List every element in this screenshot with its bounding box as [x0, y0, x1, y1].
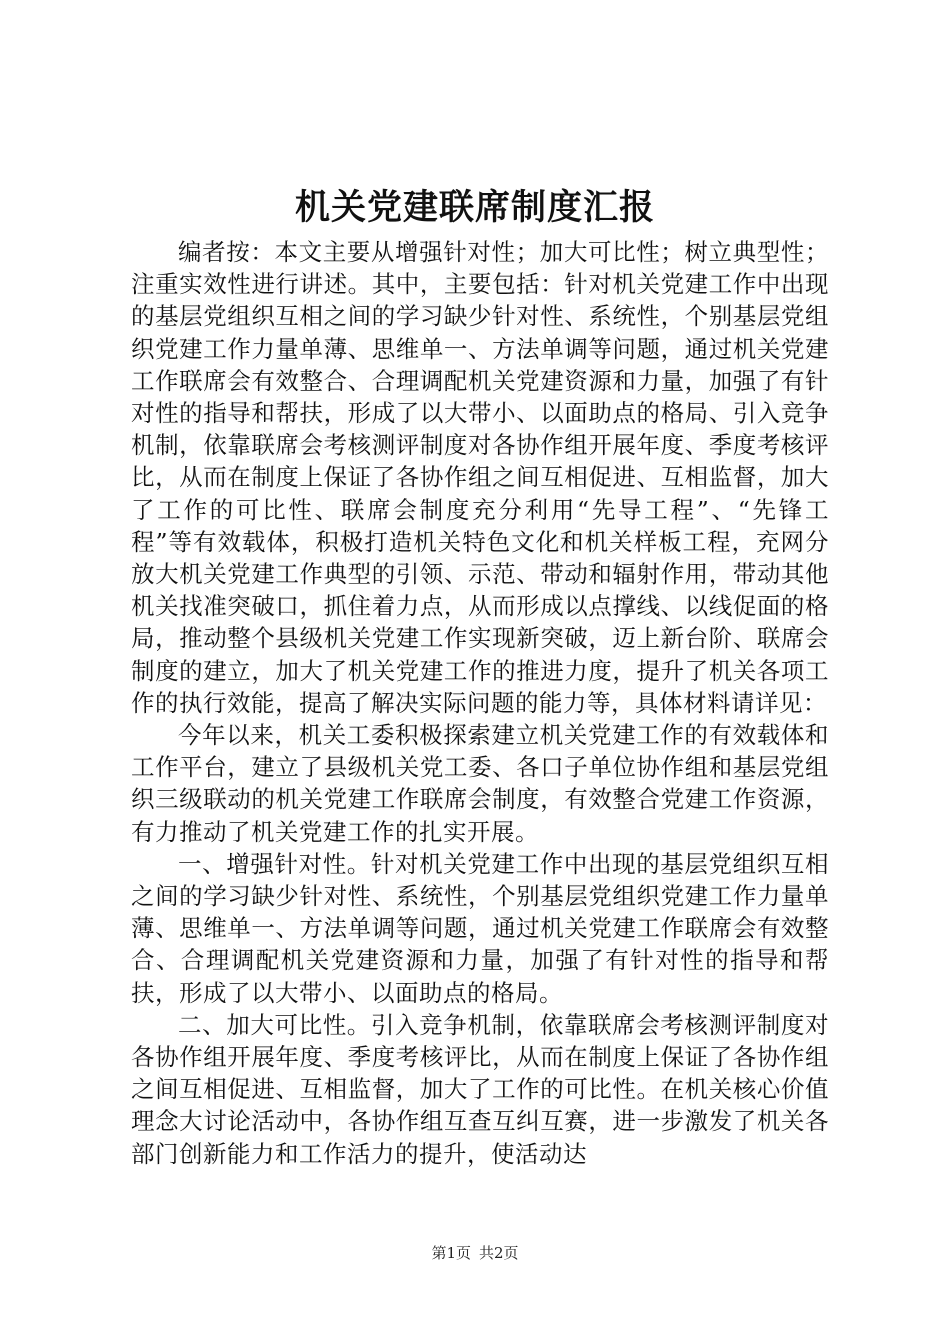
page-number: 第1页 — [431, 1244, 471, 1262]
document-body — [131, 236, 829, 1170]
intro-paragraph: 今年以来，机关工委积极探索建立机关党建工作的有效载体和工作平台，建立了县级机关党工委、各口子单位协作组和基层党组织三级联动的机关党建工作联席会制度，有效整合党建工作资源，有力推动了机关党建工作的扎实开展。 — [131, 721, 829, 846]
section-1-paragraph: 一、增强针对性。针对机关党建工作中出现的基层党组织互相之间的学习缺少针对性、系统性，个别基层党组织党建工作力量单薄、思维单一、方法单调等问题，通过机关党建工作联席会有效整合、合理调配机关党建资源和力量，加强了有针对性的指导和帮扶，形成了以大带小、以面助点的格局。 — [131, 849, 829, 1007]
page-footer — [0, 1242, 950, 1264]
page-total: 共2页 — [479, 1244, 519, 1262]
editor-note-paragraph: 编者按：本文主要从增强针对性；加大可比性；树立典型性；注重实效性进行讲述。其中，主要包括：针对机关党建工作中出现的基层党组织互相之间的学习缺少针对性、系统性，个别基层党组织党建工作力量单薄、思维单一、方法单调等问题，通过机关党建工作联席会有效整合、合理调配机关党建资源和力量，加强了有针对性的指导和帮扶，形成了以大带小、以面助点的格局、引入竞争机制，依靠联席会考核测评制度对各协作组开展年度、季度考核评比，从而在制度上保证了各协作组之间互相促进、互相监督，加大了工作的可比性、联席会制度充分利用“先导工程”、“先锋工程”等有效载体，积极打造机关特色文化和机关样板工程，充网分放大机关党建工作典型的引领、示范、带动和辐射作用，带动其他机关找准突破口，抓住着力点，从而形成以点撑线、以线促面的格局，推动整个县级机关党建工作实现新突破，迈上新台阶、联席会制度的建立，加大了机关党建工作的推进力度，提升了机关各项工作的执行效能，提高了解决实际问题的能力等，具体材料请详见： — [131, 238, 829, 717]
section-2-paragraph: 二、加大可比性。引入竞争机制，依靠联席会考核测评制度对各协作组开展年度、季度考核评比，从而在制度上保证了各协作组之间互相促进、互相监督，加大了工作的可比性。在机关核心价值理念大讨论活动中，各协作组互查互纠互赛，进一步激发了机关各部门创新能力和工作活力的提升，使活动达 — [131, 1010, 829, 1168]
document-title: 机关党建联席制度汇报 — [294, 187, 655, 228]
